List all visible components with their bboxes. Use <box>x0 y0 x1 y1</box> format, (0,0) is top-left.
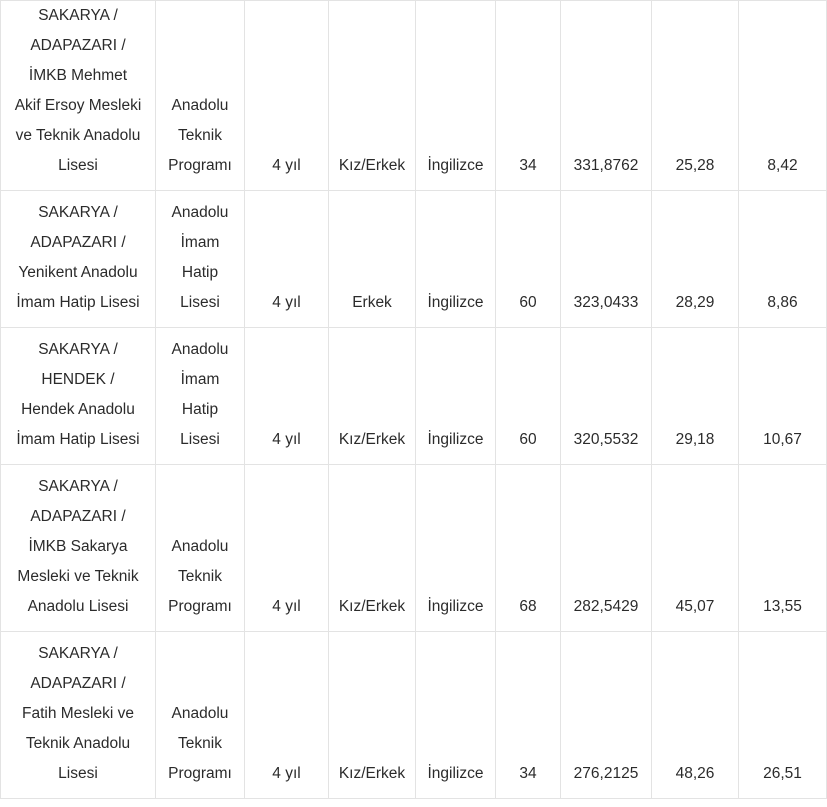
duration-cell: 4 yıl <box>245 465 329 632</box>
percentile-b-cell: 26,51 <box>739 632 827 799</box>
school-name-cell: SAKARYA / ADAPAZARI / İMKB Sakarya Mesleki ve Teknik Anadolu Lisesi <box>1 465 156 632</box>
quota-cell: 68 <box>496 465 561 632</box>
percentile-a-cell: 45,07 <box>652 465 739 632</box>
percentile-a-cell: 48,26 <box>652 632 739 799</box>
language-cell: İngilizce <box>416 632 496 799</box>
gender-cell: Erkek <box>329 191 416 328</box>
score-cell: 323,0433 <box>561 191 652 328</box>
school-type-cell: Anadolu Teknik Programı <box>156 632 245 799</box>
percentile-b-cell: 8,42 <box>739 1 827 191</box>
quota-cell: 34 <box>496 632 561 799</box>
gender-cell: Kız/Erkek <box>329 328 416 465</box>
language-cell: İngilizce <box>416 191 496 328</box>
percentile-b-cell: 8,86 <box>739 191 827 328</box>
percentile-b-cell: 10,67 <box>739 328 827 465</box>
gender-cell: Kız/Erkek <box>329 1 416 191</box>
score-cell: 331,8762 <box>561 1 652 191</box>
school-name-cell: SAKARYA / ADAPAZARI / Fatih Mesleki ve Teknik Anadolu Lisesi <box>1 632 156 799</box>
percentile-b-cell: 13,55 <box>739 465 827 632</box>
table-row <box>1 191 827 328</box>
school-type-cell: Anadolu İmam Hatip Lisesi <box>156 328 245 465</box>
duration-cell: 4 yıl <box>245 328 329 465</box>
school-type-cell: Anadolu Teknik Programı <box>156 465 245 632</box>
quota-cell: 60 <box>496 328 561 465</box>
table-row <box>1 328 827 465</box>
score-cell: 320,5532 <box>561 328 652 465</box>
gender-cell: Kız/Erkek <box>329 632 416 799</box>
school-name-cell: SAKARYA / ADAPAZARI / İMKB Mehmet Akif Ersoy Mesleki ve Teknik Anadolu Lisesi <box>1 1 156 191</box>
duration-cell: 4 yıl <box>245 191 329 328</box>
duration-cell: 4 yıl <box>245 632 329 799</box>
school-name-cell: SAKARYA / HENDEK / Hendek Anadolu İmam Hatip Lisesi <box>1 328 156 465</box>
table-row <box>1 632 827 799</box>
percentile-a-cell: 29,18 <box>652 328 739 465</box>
duration-cell: 4 yıl <box>245 1 329 191</box>
percentile-a-cell: 28,29 <box>652 191 739 328</box>
school-type-cell: Anadolu İmam Hatip Lisesi <box>156 191 245 328</box>
percentile-a-cell: 25,28 <box>652 1 739 191</box>
school-type-cell: Anadolu Teknik Programı <box>156 1 245 191</box>
quota-cell: 34 <box>496 1 561 191</box>
quota-cell: 60 <box>496 191 561 328</box>
score-cell: 282,5429 <box>561 465 652 632</box>
language-cell: İngilizce <box>416 465 496 632</box>
table-row <box>1 1 827 191</box>
language-cell: İngilizce <box>416 1 496 191</box>
score-cell: 276,2125 <box>561 632 652 799</box>
language-cell: İngilizce <box>416 328 496 465</box>
school-name-cell: SAKARYA / ADAPAZARI / Yenikent Anadolu İmam Hatip Lisesi <box>1 191 156 328</box>
table-row <box>1 465 827 632</box>
gender-cell: Kız/Erkek <box>329 465 416 632</box>
